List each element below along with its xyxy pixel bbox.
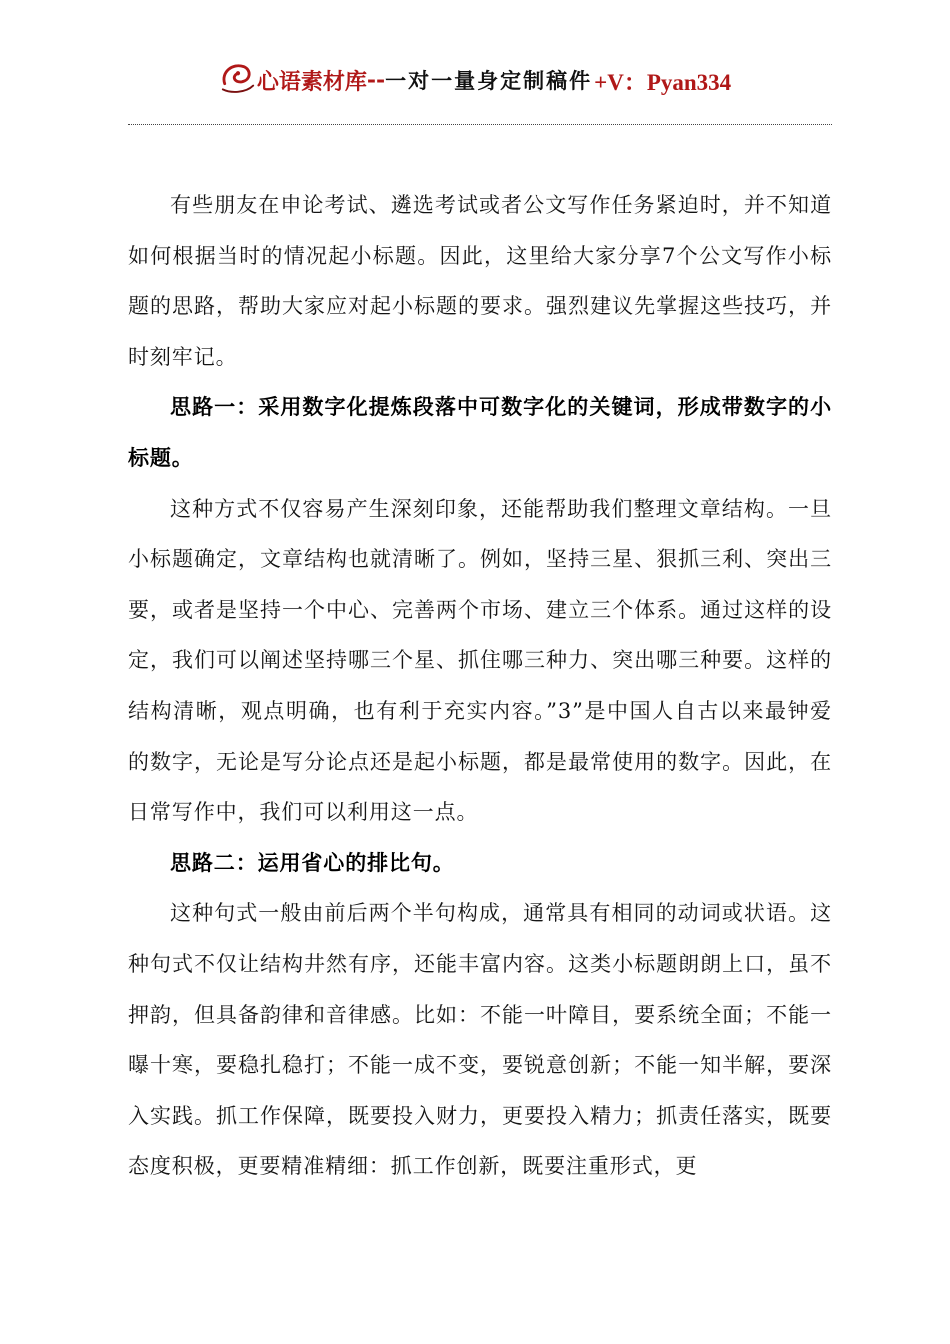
header-tagline: 一对一量身定制稿件: [385, 68, 593, 93]
section-heading-2: 思路二：运用省心的排比句。: [170, 849, 455, 875]
logo-swirl-icon: [219, 59, 257, 97]
section-1-paragraph: 这种方式不仅容易产生深刻印象，还能帮助我们整理文章结构。一旦小标题确定，文章结构也就清晰了。例如，坚持三星、狠抓三利、突出三要，或者是坚持一个中心、完善两个市场、建立三个体系。通过这样的设定，我们可以阐述坚持哪三个星、抓住哪三种力、突出哪三种要。这样的结构清晰，观点明确，也有利于充实内容。”3”是中国人自古以来最钟爱的数字，无论是写分论点还是起小标题，都是最常使用的数字。因此，在日常写作中，我们可以利用这一点。: [128, 496, 832, 825]
header-contact: +V：Pyan334: [594, 69, 732, 95]
document-body: [128, 180, 832, 1192]
document-header: [0, 58, 950, 102]
section-2-paragraph: 这种句式一般由前后两个半句构成，通常具有相同的动词或状语。这种句式不仅让结构井然有序，还能丰富内容。这类小标题朗朗上口，虽不押韵，但具备韵律和音律感。比如：不能一叶障目，要系统全面；不能一曝十寒，要稳扎稳打；不能一成不变，要锐意创新；不能一知半解，要深入实践。抓工作保障，既要投入财力，更要投入精力；抓责任落实，既要态度积极，更要精准精细：抓工作创新，既要注重形式，更: [128, 901, 832, 1179]
section-heading-1: 思路一：采用数字化提炼段落中可数字化的关键词，形成带数字的小标题。: [128, 394, 832, 470]
header-separator: --: [366, 67, 386, 93]
header-divider: [128, 124, 832, 125]
header-brand: 心语素材库: [256, 68, 367, 95]
intro-paragraph: 有些朋友在申论考试、遴选考试或者公文写作任务紧迫时，并不知道如何根据当时的情况起小标题。因此，这里给大家分享7个公文写作小标题的思路，帮助大家应对起小标题的要求。强烈建议先掌握这些技巧，并时刻牢记。: [128, 193, 832, 369]
